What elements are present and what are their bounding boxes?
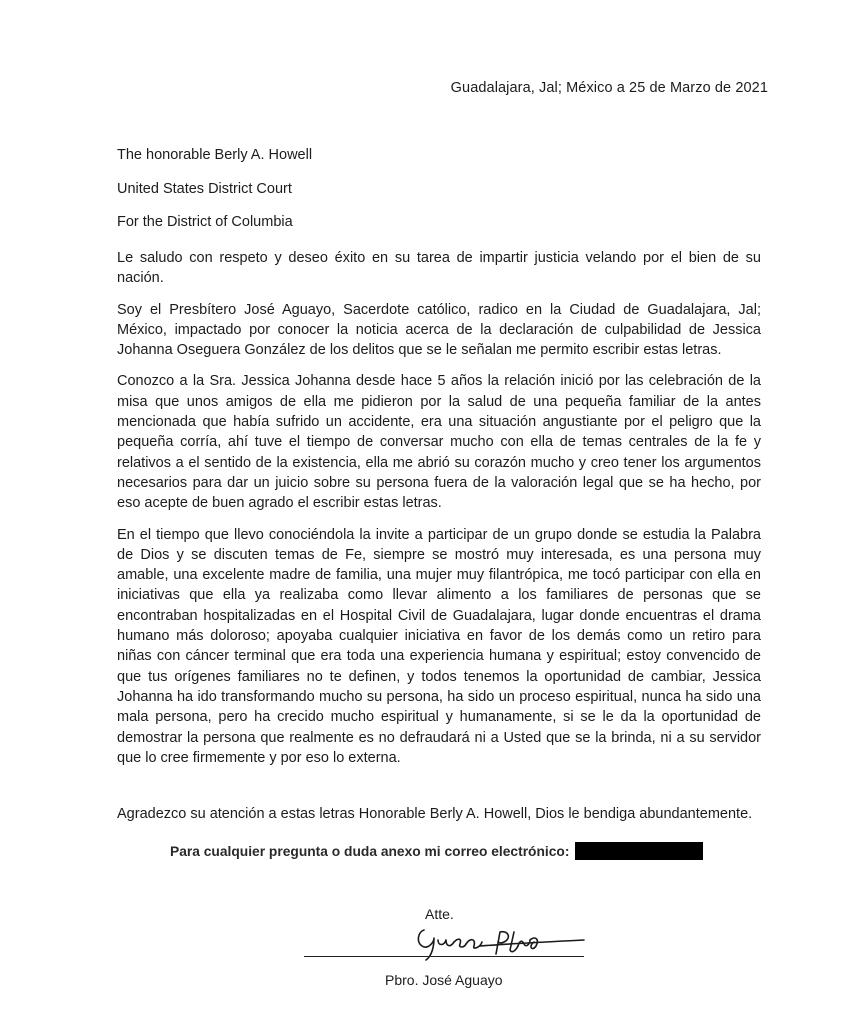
paragraph-character: En el tiempo que llevo conociéndola la invite a participar de un grupo donde se estudia la Palabra de Dios y se discuten temas de Fe, siempre se mostró muy interesada, es una persona muy amable, una excelente madre de familia, una mujer muy filantrópica, me tocó participar con ella en iniciativas que ella ya realizaba como llevar alimento a los familiares de personas que se encontraban hospitalizadas en el Hospital Civil de Guadalajara, lugar donde encuentras el drama humano más doloroso; apoyaba cualquier iniciativa en favor de los demás como un retiro para niñas con cáncer terminal que era toda una experiencia humana y espiritual; estoy convencido de que tus orígenes familiares no te definen, y todos tenemos la oportunidad de cambiar, Jessica Johanna ha ido transformando mucho su persona, ha sido un proceso espiritual, nunca ha sido una mala persona, pero ha crecido mucho espiritual y humanamente, si se le da la oportunidad de demostrar la persona que realmente es no defraudará ni a Usted que se la brinda, ni a su servidor que lo cree firmemente y por eso lo externa. <box>117 526 761 766</box>
signer-name: Pbro. José Aguayo <box>385 972 503 988</box>
contact-label: Para cualquier pregunta o duda anexo mi correo electrónico: <box>170 843 570 859</box>
closing-line: Agradezco su atención a estas letras Honorable Berly A. Howell, Dios le bendiga abundantemente. <box>117 806 753 822</box>
addressee-block <box>117 146 777 247</box>
signature-line <box>304 956 584 957</box>
contact-line <box>170 842 703 860</box>
letter-body <box>117 248 761 779</box>
addressee-line: United States District Court <box>117 180 292 197</box>
addressee-line: For the District of Columbia <box>117 214 293 230</box>
redacted-email <box>575 842 703 860</box>
signature-scribble-icon <box>404 924 594 964</box>
signature <box>404 924 594 964</box>
valediction: Atte. <box>425 906 454 922</box>
paragraph-greeting: Le saludo con respeto y deseo éxito en su tarea de impartir justicia velando por el bien de su nación. <box>117 250 761 287</box>
addressee-line: The honorable Berly A. Howell <box>117 147 313 163</box>
paragraph-acquaintance: Conozco a la Sra. Jessica Johanna desde hace 5 años la relación inició por las celebración de la misa que unos amigos de ella me pidieron por la salud de una pequeña familiar de la antes mencionada que había sufrido un accidente, era una situación angustiante por el peligro que la pequeña corría, ahí tuve el tiempo de conversar mucho con ella de temas centrales de la fe y relativos a el sentido de la existencia, ella me abrió su corazón mucho y creo tener los argumentos necesarios para dar un juicio sobre su persona fuera de la valoración legal que se ha hecho, por eso acepte de buen agrado el escribir estas letras. <box>117 373 761 512</box>
date-line: Guadalajara, Jal; México a 25 de Marzo de 2021 <box>450 80 768 96</box>
paragraph-introduction: Soy el Presbítero José Aguayo, Sacerdote católico, radico en la Ciudad de Guadalajara, Jal; México, impactado por conocer la noticia acerca de la declaración de culpabilidad de Jessica Johanna Oseguera González de los delitos que se le señalan me permito escribir estas letras. <box>117 301 761 359</box>
